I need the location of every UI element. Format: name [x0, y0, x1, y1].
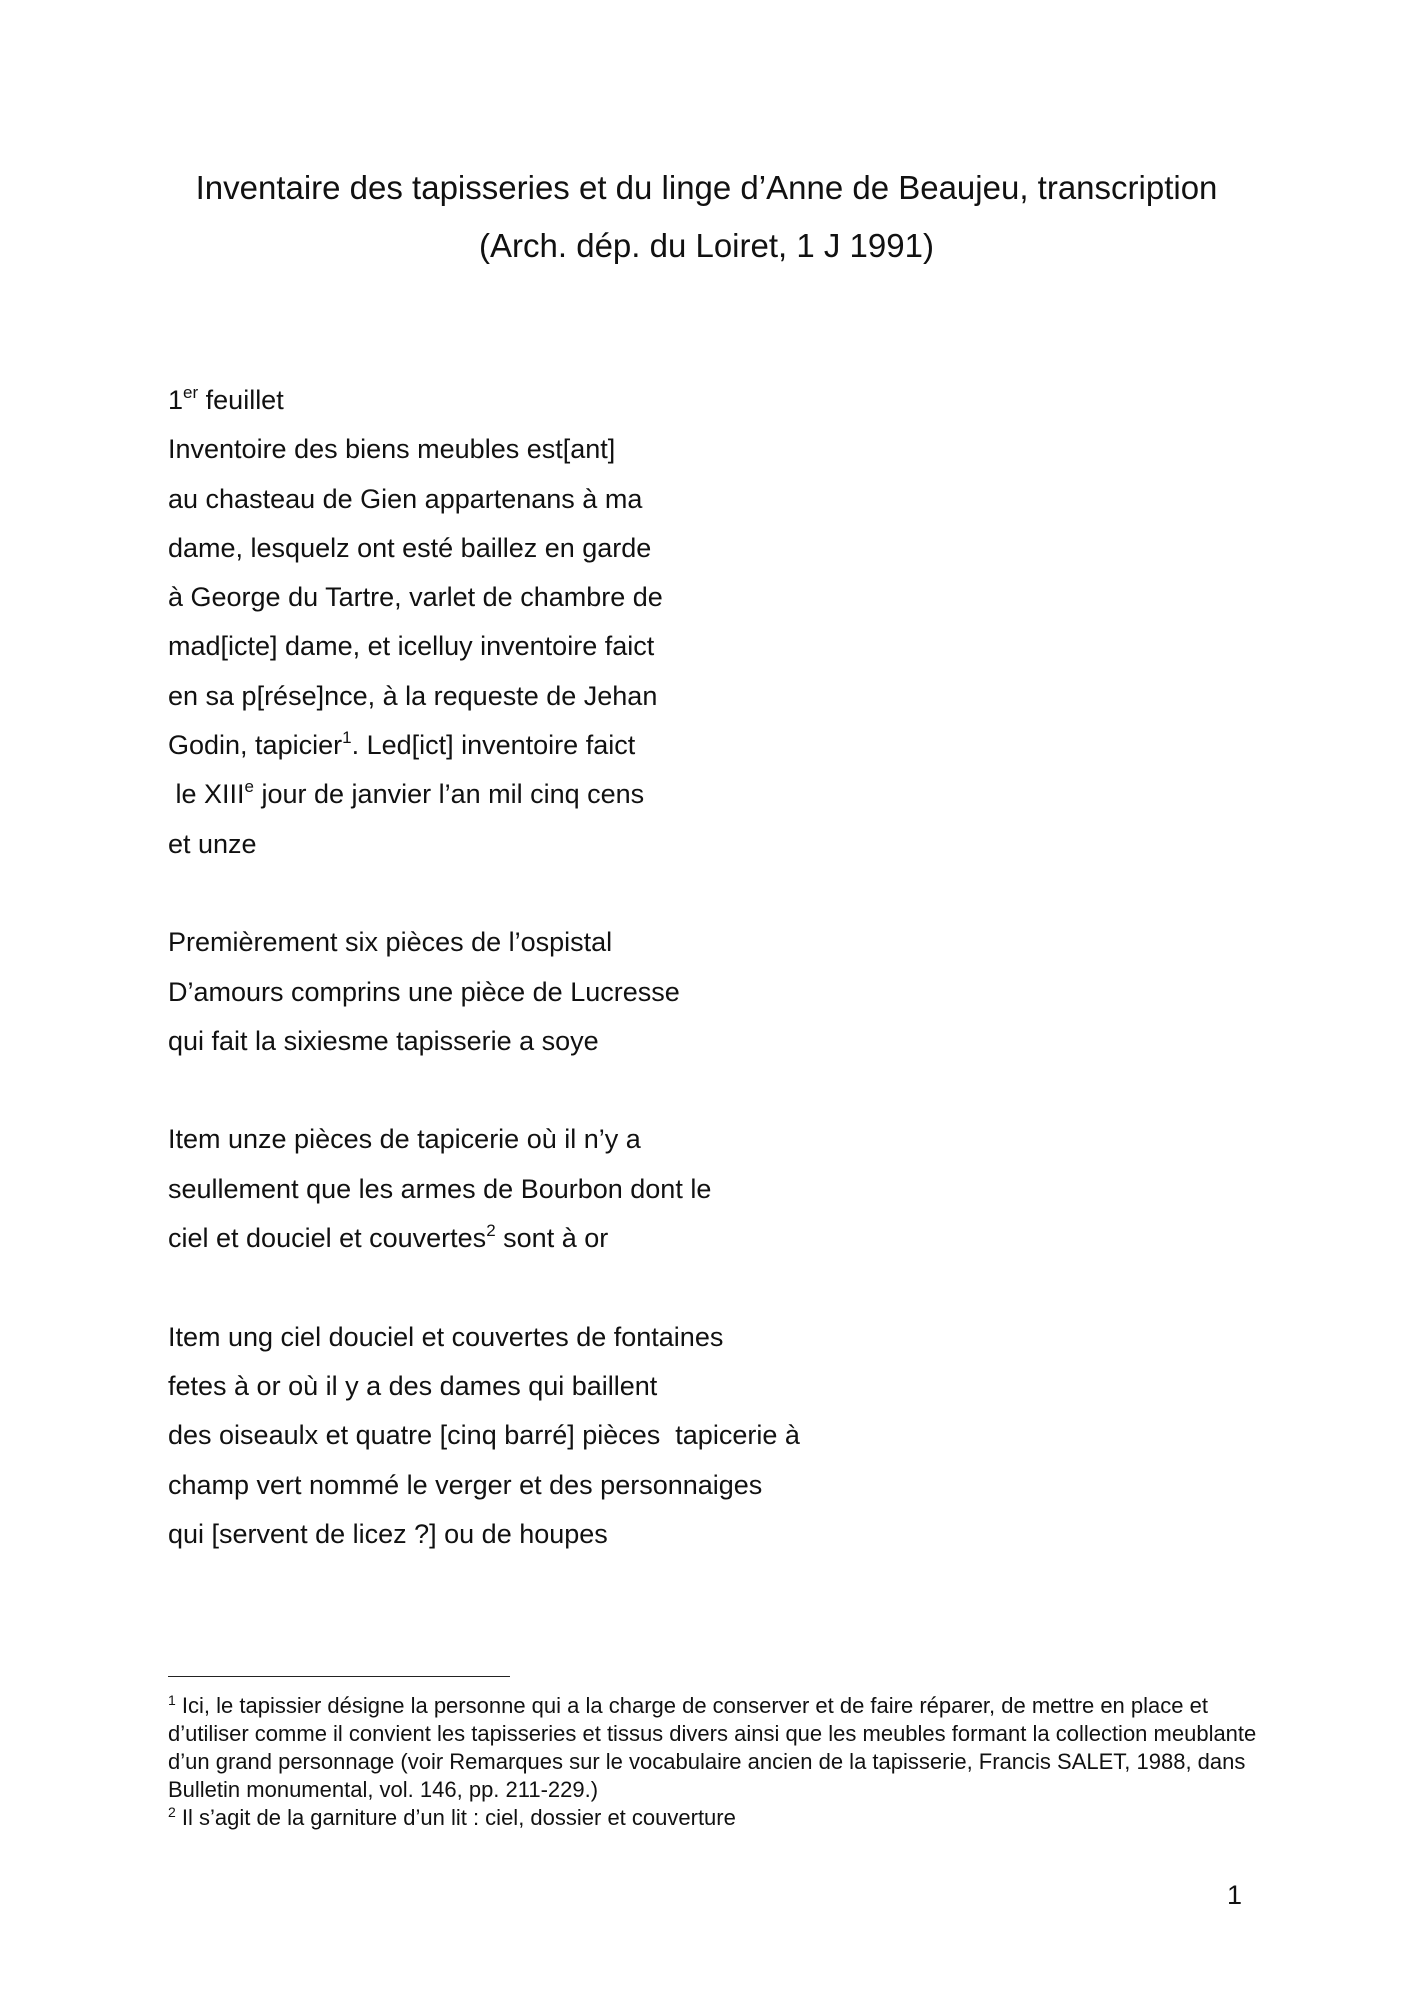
- intro-line: Godin, tapicier$^1$. Led[ict] inventoire faict: [168, 728, 636, 761]
- document-title: Inventaire des tapisseries et du linge d’Anne de Beaujeu, transcription: [195, 169, 1218, 206]
- page-number: 1: [1227, 1880, 1243, 1910]
- footnote-text: Il s’agit de la garniture d’un lit : ciel, dossier et couverture: [175, 1805, 736, 1830]
- item-line: Item unze pièces de tapicerie où il n’y a: [168, 1124, 641, 1155]
- footnote-1: [168, 1692, 1268, 1804]
- intro-line: dame, lesquelz ont esté baillez en garde: [168, 532, 652, 563]
- ordinal-suffix: er: [183, 383, 199, 402]
- transcription-body: [168, 376, 800, 1559]
- ordinal-suffix: e: [244, 777, 254, 797]
- archive-reference: (Arch. dép. du Loiret, 1 J 1991): [479, 227, 934, 264]
- item-line: Premièrement six pièces de l’ospistal: [168, 927, 613, 958]
- item-line: fetes à or où il y a des dames qui baillent: [168, 1370, 658, 1401]
- item-line: qui [servent de licez ?] ou de houpes: [168, 1518, 608, 1549]
- folio-number: 1: [168, 385, 184, 415]
- folio-label: feuillet: [198, 385, 284, 415]
- intro-line: à George du Tartre, varlet de chambre de: [168, 582, 663, 613]
- intro-line: en sa p[rése]nce, à la requeste de Jehan: [168, 680, 658, 711]
- intro-line: [168, 376, 800, 425]
- footnote-separator: [168, 1676, 510, 1677]
- footnote-2: [168, 1804, 1268, 1832]
- intro-line: le XIIIe jour de janvier l’an mil cinq cens: [168, 777, 645, 810]
- footnote-ref-2[interactable]: 2: [486, 1221, 496, 1241]
- intro-line: au chasteau de Gien appartenans à ma: [168, 483, 643, 514]
- footnote-text: Ici, le tapissier désigne la personne qui a la charge de conserver et de faire réparer, de mettre en place et d’utiliser comme il convient les tapisseries et tissus divers ainsi que les meubles formant la collection meublante d’un grand personnage (voir Remarques sur le vocabulaire ancien de la tapisserie, Francis SALET, 1988, dans Bulletin monumental, vol. 146, pp. 211-229.): [168, 1693, 1257, 1802]
- footnote-number: 1: [168, 1692, 176, 1708]
- item-line: ciel et douciel et couvertes$^2$ sont à or: [168, 1221, 609, 1254]
- item-line: seullement que les armes de Bourbon dont le: [168, 1173, 712, 1204]
- item-line: D’amours comprins une pièce de Lucresse: [168, 976, 680, 1007]
- item-line: qui fait la sixiesme tapisserie a soye: [168, 1025, 599, 1056]
- footnote-number: 2: [168, 1804, 176, 1820]
- item-line: des oiseaulx et quatre [cinq barré] pièces tapicerie à: [168, 1420, 800, 1451]
- intro-line: Inventoire des biens meubles est[ant]: [168, 434, 616, 465]
- footnote-ref-1[interactable]: 1: [342, 728, 352, 748]
- footnotes: [168, 1692, 1268, 1832]
- item-line: champ vert nommé le verger et des personnaiges: [168, 1469, 763, 1500]
- item-line: Item ung ciel douciel et couvertes de fontaines: [168, 1321, 724, 1352]
- intro-line: mad[icte] dame, et icelluy inventoire faict: [168, 631, 655, 662]
- intro-line: et unze: [168, 828, 257, 859]
